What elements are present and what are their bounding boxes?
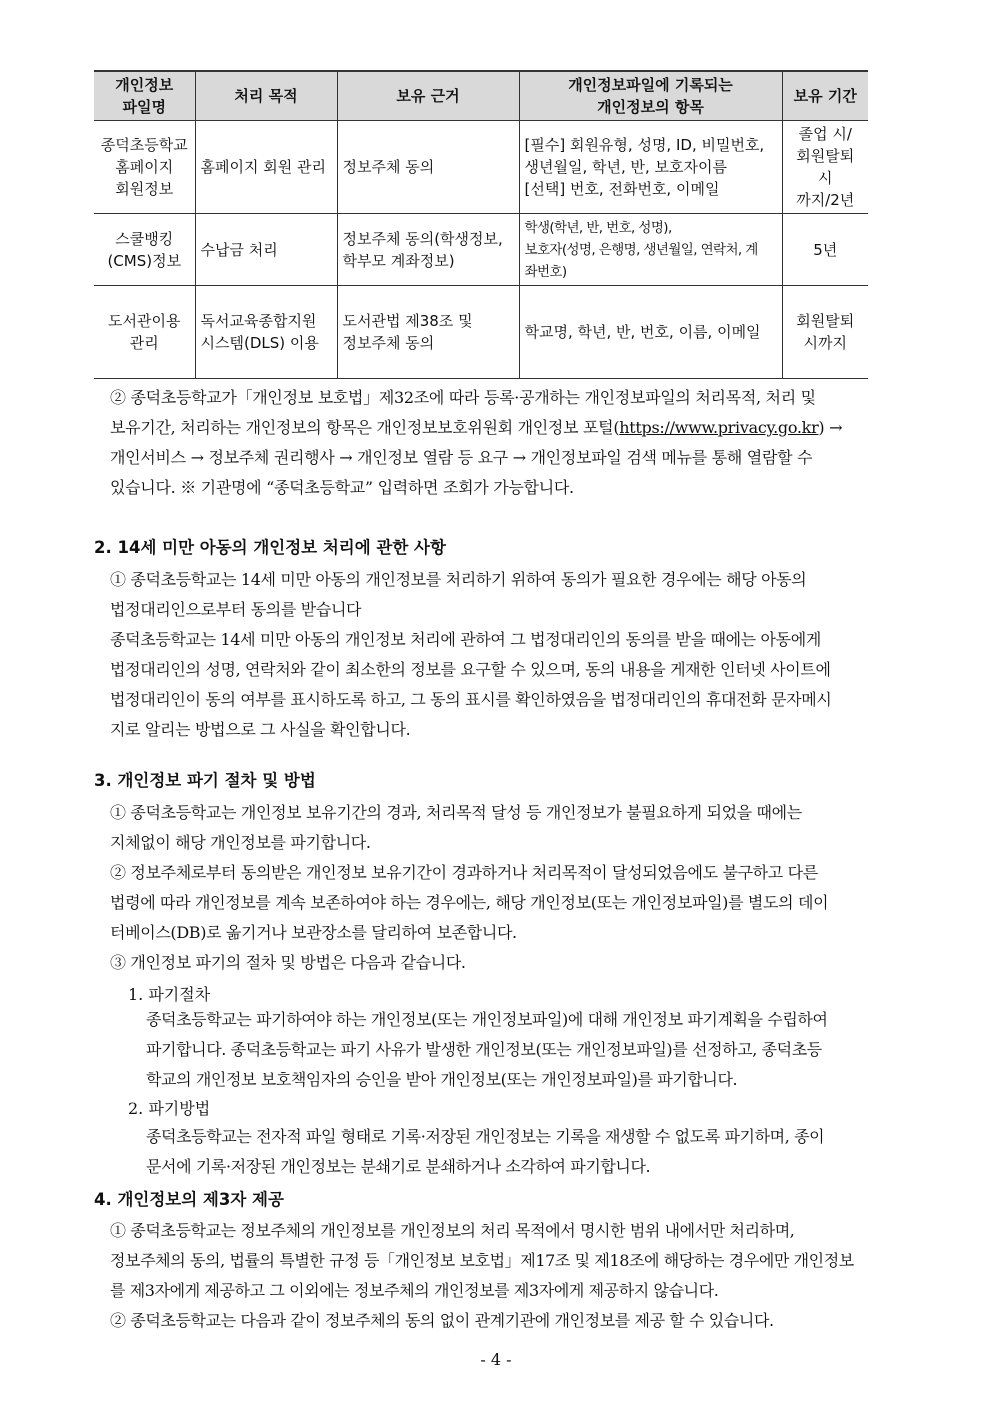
text-line: ② 정보주체로부터 동의받은 개인정보 보유기간이 경과하거나 처리목적이 달성되었음에도 불구하고 다른 bbox=[110, 863, 818, 882]
text-line: ③ 개인정보 파기의 절차 및 방법은 다음과 같습니다. bbox=[110, 953, 466, 972]
public-file-paragraph bbox=[110, 383, 900, 503]
text-line: 종덕초등학교는 파기하여야 하는 개인정보(또는 개인정보파일)에 대해 개인정보 파기계획을 수립하여 bbox=[146, 1010, 828, 1029]
subsection-destruction-method-title: 2. 파기방법 bbox=[128, 1099, 211, 1118]
text-line: 종덕초등학교는 전자적 파일 형태로 기록·저장된 개인정보는 기록을 재생할 수 없도록 파기하며, 종이 bbox=[146, 1127, 825, 1146]
text-line: 법령에 따라 개인정보를 계속 보존하여야 하는 경우에는, 해당 개인정보(또는 개인정보파일)를 별도의 데이 bbox=[110, 893, 829, 912]
header-purpose: 처리 목적 bbox=[195, 71, 337, 121]
cell-items: [필수] 회원유형, 성명, ID, 비밀번호, 생년월일, 학년, 반, 보호자이름 [선택] 번호, 전화번호, 이메일 bbox=[519, 121, 782, 214]
cell-basis: 정보주체 동의(학생정보, 학부모 계좌정보) bbox=[337, 214, 519, 286]
text-line: 파기합니다. 종덕초등학교는 파기 사유가 발생한 개인정보(또는 개인정보파일)를 선정하고, 종덕초등 bbox=[146, 1040, 822, 1059]
header-items: 개인정보파일에 기록되는 개인정보의 항목 bbox=[519, 71, 782, 121]
table-row bbox=[94, 286, 868, 379]
text-line bbox=[110, 413, 900, 443]
text-line: 개인서비스 → 정보주체 권리행사 → 개인정보 열람 등 요구 → 개인정보파일 검색 메뉴를 통해 열람할 수 bbox=[110, 448, 813, 467]
section-4-body bbox=[110, 1216, 900, 1336]
cell-items: 학생(학년, 반, 번호, 성명), 보호자(성명, 은행명, 생년월일, 연락처, 계 좌번호) bbox=[519, 214, 782, 286]
text-line: 정보주체의 동의, 법률의 특별한 규정 등「개인정보 보호법」제17조 및 제18조에 해당하는 경우에만 개인정보 bbox=[110, 1251, 854, 1270]
text-segment: ) → bbox=[818, 418, 843, 437]
page-number: - 4 - bbox=[480, 1350, 512, 1369]
text-line: 법정대리인의 성명, 연락처와 같이 최소한의 정보를 요구할 수 있으며, 동의 내용을 게재한 인터넷 사이트에 bbox=[110, 660, 831, 679]
table-row bbox=[94, 121, 868, 214]
subsection-destruction-method-body bbox=[146, 1122, 898, 1182]
cell-period: 5년 bbox=[782, 214, 868, 286]
cell-purpose: 수납금 처리 bbox=[195, 214, 337, 286]
section-3-body bbox=[110, 798, 900, 978]
subsection-destruction-procedure-title: 1. 파기절차 bbox=[128, 985, 211, 1004]
text-line: 지체없이 해당 개인정보를 파기합니다. bbox=[110, 833, 371, 852]
cell-file-name: 도서관이용 관리 bbox=[94, 286, 195, 379]
cell-purpose: 독서교육종합지원 시스템(DLS) 이용 bbox=[195, 286, 337, 379]
text-segment: 보유기간, 처리하는 개인정보의 항목은 개인정보보호위원회 개인정보 포털( bbox=[110, 418, 620, 437]
section-3-heading: 3. 개인정보 파기 절차 및 방법 bbox=[94, 771, 316, 790]
table-header-row bbox=[94, 71, 868, 121]
header-period: 보유 기간 bbox=[782, 71, 868, 121]
privacy-portal-link[interactable]: https://www.privacy.go.kr bbox=[619, 418, 819, 437]
text-line: 있습니다. ※ 기관명에 “종덕초등학교” 입력하면 조회가 가능합니다. bbox=[110, 478, 574, 497]
cell-purpose: 홈페이지 회원 관리 bbox=[195, 121, 337, 214]
section-4-heading: 4. 개인정보의 제3자 제공 bbox=[94, 1190, 284, 1209]
table-row bbox=[94, 214, 868, 286]
header-basis: 보유 근거 bbox=[337, 71, 519, 121]
section-2-body bbox=[110, 565, 900, 745]
header-file-name: 개인정보 파일명 bbox=[94, 71, 195, 121]
text-line: 종덕초등학교는 14세 미만 아동의 개인정보 처리에 관하여 그 법정대리인의 동의를 받을 때에는 아동에게 bbox=[110, 630, 821, 649]
cell-period: 회원탈퇴 시까지 bbox=[782, 286, 868, 379]
text-line: 법정대리인이 동의 여부를 표시하도록 하고, 그 동의 표시를 확인하였음을 법정대리인의 휴대전화 문자메시 bbox=[110, 690, 832, 709]
cell-file-name: 스쿨뱅킹 (CMS)정보 bbox=[94, 214, 195, 286]
personal-info-file-table bbox=[94, 70, 868, 379]
subsection-destruction-procedure-body bbox=[146, 1005, 898, 1095]
cell-basis: 정보주체 동의 bbox=[337, 121, 519, 214]
text-line: 터베이스(DB)로 옮기거나 보관장소를 달리하여 보존합니다. bbox=[110, 923, 517, 942]
text-line: ② 종덕초등학교는 다음과 같이 정보주체의 동의 없이 관계기관에 개인정보를 제공 할 수 있습니다. bbox=[110, 1311, 774, 1330]
text-line: 지로 알리는 방법으로 그 사실을 확인합니다. bbox=[110, 720, 411, 739]
text-line: ① 종덕초등학교는 14세 미만 아동의 개인정보를 처리하기 위하여 동의가 필요한 경우에는 해당 아동의 bbox=[110, 570, 807, 589]
text-line: ① 종덕초등학교는 개인정보 보유기간의 경과, 처리목적 달성 등 개인정보가 불필요하게 되었을 때에는 bbox=[110, 803, 802, 822]
text-line: ② 종덕초등학교가「개인정보 보호법」제32조에 따라 등록·공개하는 개인정보파일의 처리목적, 처리 및 bbox=[110, 388, 816, 407]
section-2-heading: 2. 14세 미만 아동의 개인정보 처리에 관한 사항 bbox=[94, 538, 446, 557]
cell-file-name: 종덕초등학교 홈페이지 회원정보 bbox=[94, 121, 195, 214]
cell-basis: 도서관법 제38조 및 정보주체 동의 bbox=[337, 286, 519, 379]
cell-items: 학교명, 학년, 반, 번호, 이름, 이메일 bbox=[519, 286, 782, 379]
text-line: ① 종덕초등학교는 정보주체의 개인정보를 개인정보의 처리 목적에서 명시한 범위 내에서만 처리하며, bbox=[110, 1221, 795, 1240]
text-line: 를 제3자에게 제공하고 그 이외에는 정보주체의 개인정보를 제3자에게 제공하지 않습니다. bbox=[110, 1281, 719, 1300]
cell-period: 졸업 시/ 회원탈퇴 시 까지/2년 bbox=[782, 121, 868, 214]
text-line: 문서에 기록·저장된 개인정보는 분쇄기로 분쇄하거나 소각하여 파기합니다. bbox=[146, 1157, 651, 1176]
text-line: 학교의 개인정보 보호책임자의 승인을 받아 개인정보(또는 개인정보파일)를 파기합니다. bbox=[146, 1070, 738, 1089]
text-line: 법정대리인으로부터 동의를 받습니다 bbox=[110, 600, 362, 619]
